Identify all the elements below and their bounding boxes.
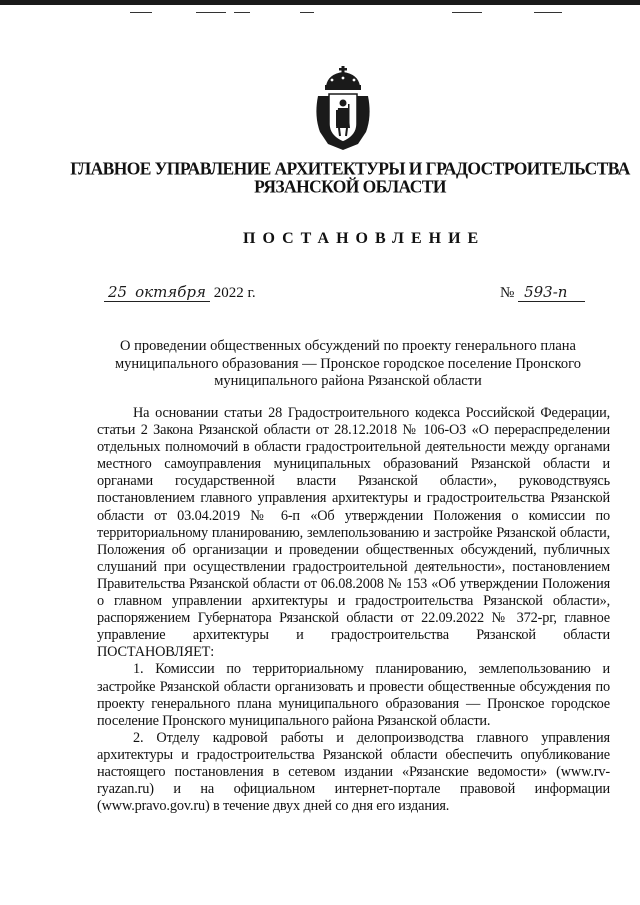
number-value: 593-п — [518, 283, 585, 302]
scan-mark — [452, 12, 482, 13]
organization-name: ГЛАВНОЕ УПРАВЛЕНИЕ АРХИТЕКТУРЫ И ГРАДОСТРОИТЕЛЬСТВА — [70, 157, 630, 179]
ryazan-coat-of-arms-icon — [312, 66, 374, 152]
scan-mark — [534, 12, 562, 13]
document-subject — [98, 338, 598, 391]
date-month: октября — [131, 283, 210, 302]
date-day: 25 — [104, 283, 131, 302]
subject-line: муниципального образования — Пронское городское поселение Пронского — [114, 355, 582, 372]
scan-mark — [196, 12, 226, 13]
body-paragraph-preamble: На основании статьи 28 Градостроительного кодекса Российской Федерации, статьи 2 Закона Рязанской области от 28.12.2018 № 106-ОЗ «О перераспределении отдельных полномочий в области градостроительной деятельности между органами местного самоуправления муниципальных образований Рязанской области и органами государственной власти Рязанской области», руководствуясь постановлением главного управления архитектуры и градостроительства Рязанской области от 03.04.2019 № 6-п «Об утверждении Положения о комиссии по территориальному планированию, землепользованию и застройке Рязанской области, Положения об организации и проведении общественных обсуждений, публичных слушаний при осуществлении градостроительной деятельности», постановлением Правительства Рязанской области от 06.08.2008 № 153 «Об утверждении Положения о главном управлении архитектуры и градостроительства Рязанской области», распоряжением Губернатора Рязанской области от 22.09.2022 № 372-рг, главное управление архитектуры и градостроительства Рязанской области ПОСТАНОВЛЯЕТ: — [97, 405, 610, 661]
scan-mark — [300, 12, 314, 13]
number-prefix: № — [500, 285, 515, 301]
scan-mark — [234, 12, 250, 13]
document-number — [500, 283, 585, 302]
date-year: 2022 г. — [213, 285, 256, 301]
subject-line: О проведении общественных обсуждений по проекту генерального плана — [120, 338, 576, 354]
document-body — [97, 405, 610, 815]
organization-region: РЯЗАНСКОЙ ОБЛАСТИ — [254, 175, 446, 197]
subject-line: муниципального района Рязанской области — [214, 373, 482, 389]
scan-mark — [130, 12, 152, 13]
document-type: ПОСТАНОВЛЕНИЕ — [243, 230, 486, 247]
document-date — [104, 283, 256, 302]
body-paragraph-item-2: 2. Отделу кадровой работы и делопроизводства главного управления архитектуры и градостроительства Рязанской области обеспечить опубликование настоящего постановления в сетевом издании «Рязанские ведомости» (www.rv-ryazan.ru) и на официальном интернет-портале правовой информации (www.pravo.gov.ru) в течение двух дней со дня его издания. — [97, 729, 610, 815]
scan-edge — [0, 0, 640, 5]
body-paragraph-item-1: 1. Комиссии по территориальному планированию, землепользованию и застройке Рязанской области организовать и провести общественные обсуждения по проекту генерального плана муниципального образования — Пронское городское поселение Пронского муниципального района Рязанской области. — [97, 661, 610, 729]
